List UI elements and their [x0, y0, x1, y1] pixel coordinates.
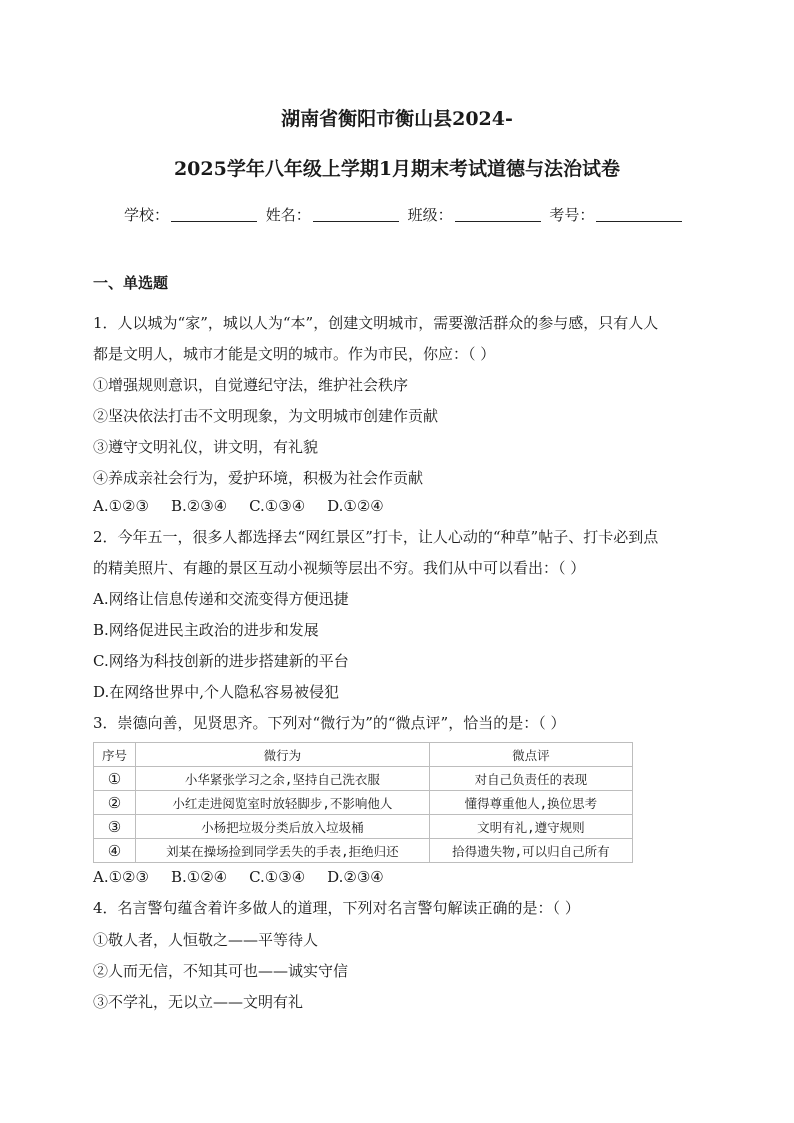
q1-options [93, 497, 406, 515]
q3-row-behavior: 小华紧张学习之余,坚持自己洗衣服 [136, 767, 430, 791]
exam-title-line2: 2025学年八年级上学期1月期末考试道德与法治试卷 [173, 158, 621, 180]
q3-option-b: B.①②④ [170, 868, 228, 886]
student-info-row [124, 204, 686, 225]
exam-number-blank [596, 207, 682, 222]
q3-stem: 3．崇德向善，见贤思齐。下列对“微行为”的“微点评”，恰当的是：（ ） [93, 714, 566, 732]
q2-option-a: A.网络让信息传递和交流变得方便迅捷 [93, 590, 349, 608]
school-label: 学校： [124, 206, 170, 224]
q3-table [93, 742, 633, 863]
school-blank [171, 207, 257, 222]
q4-item: ②人而无信，不知其可也——诚实守信 [93, 962, 349, 980]
q2-option-d: D.在网络世界中,个人隐私容易被侵犯 [93, 683, 340, 701]
q3-row-comment: 拾得遗失物,可以归自己所有 [429, 839, 632, 863]
q3-row-behavior: 小红走进阅览室时放轻脚步,不影响他人 [136, 791, 430, 815]
q1-item: ②坚决依法打击不文明现象，为文明城市创建作贡献 [93, 407, 439, 425]
q3-options [93, 868, 406, 886]
q4-stem: 4．名言警句蕴含着许多做人的道理，下列对名言警句解读正确的是：（ ） [93, 899, 580, 917]
q3-header-comment: 微点评 [429, 743, 632, 767]
exam-title-line1: 湖南省衡阳市衡山县2024- [281, 108, 513, 130]
name-blank [313, 207, 399, 222]
q4-item: ①敬人者，人恒敬之——平等待人 [93, 931, 319, 949]
table-row [94, 791, 633, 815]
q1-option-a: A.①②③ [93, 497, 149, 515]
q3-row-number: ③ [94, 815, 136, 839]
q1-stem-line2: 都是文明人，城市才能是文明的城市。作为市民，你应：（ ） [93, 345, 496, 363]
q3-header-behavior: 微行为 [136, 743, 430, 767]
q3-header-number: 序号 [94, 743, 136, 767]
q3-row-behavior: 刘某在操场捡到同学丢失的手表,拒绝归还 [136, 839, 430, 863]
q2-stem-line1: 2．今年五一，很多人都选择去“网红景区”打卡，让人心动的“种草”帖子、打卡必到点 [93, 528, 659, 546]
q3-row-behavior: 小杨把垃圾分类后放入垃圾桶 [136, 815, 430, 839]
q3-row-number: ④ [94, 839, 136, 863]
class-blank [455, 207, 541, 222]
q4-item: ③不学礼，无以立——文明有礼 [93, 993, 304, 1011]
q2-stem-line2: 的精美照片、有趣的景区互动小视频等层出不穷。我们从中可以看出：（ ） [93, 559, 586, 577]
q1-option-c: C.①③④ [249, 497, 306, 515]
q3-row-number: ① [94, 767, 136, 791]
q1-option-d: D.①②④ [327, 497, 384, 515]
q3-option-d: D.②③④ [327, 868, 384, 886]
q1-stem-line1: 1．人以城为“家”，城以人为“本”，创建文明城市，需要激活群众的参与感，只有人人 [93, 314, 659, 332]
exam-number-label: 考号： [549, 206, 595, 224]
section-title: 一、单选题 [93, 274, 169, 292]
q3-option-c: C.①③④ [249, 868, 306, 886]
q3-row-comment: 文明有礼,遵守规则 [429, 815, 632, 839]
q1-item: ④养成亲社会行为，爱护环境，积极为社会作贡献 [93, 469, 424, 487]
q2-option-c: C.网络为科技创新的进步搭建新的平台 [93, 652, 349, 670]
q1-item: ③遵守文明礼仪，讲文明，有礼貌 [93, 438, 319, 456]
q3-row-number: ② [94, 791, 136, 815]
table-row [94, 767, 633, 791]
table-row [94, 839, 633, 863]
q3-option-a: A.①②③ [93, 868, 149, 886]
q2-option-b: B.网络促进民主政治的进步和发展 [93, 621, 319, 639]
q3-row-comment: 懂得尊重他人,换位思考 [429, 791, 632, 815]
class-label: 班级： [407, 206, 453, 224]
q1-option-b: B.②③④ [170, 497, 228, 515]
q3-row-comment: 对自己负责任的表现 [429, 767, 632, 791]
q1-item: ①增强规则意识，自觉遵纪守法，维护社会秩序 [93, 376, 409, 394]
table-row [94, 815, 633, 839]
q3-table-header-row [94, 743, 633, 767]
name-label: 姓名： [265, 206, 311, 224]
